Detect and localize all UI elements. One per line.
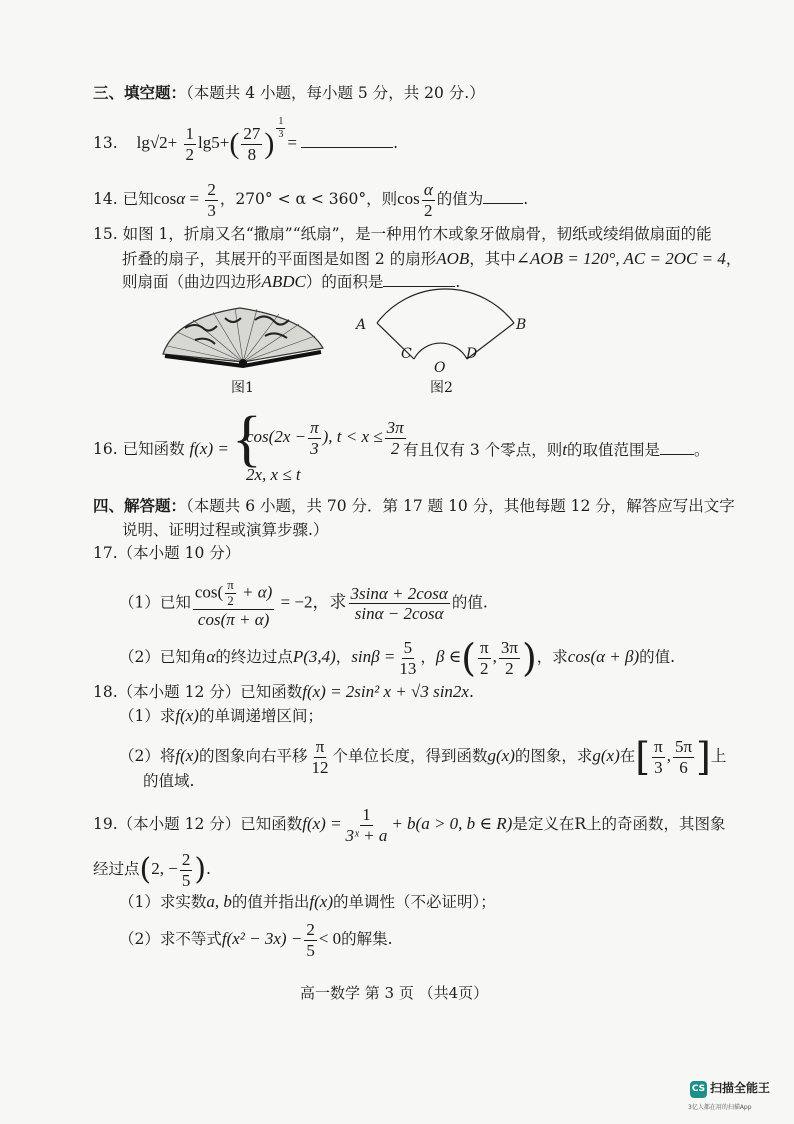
question-18-title: 18.（本小题 12 分）已知函数f(x) = 2sin² x + √3 sin2x. [93,682,474,701]
answer-blank-14[interactable] [483,189,523,205]
fraction-one-half: $\frac{1}{2}$ [185,124,195,164]
question-17-part-1: （1）已知 cos( $\frac{\pi}{2}$ + α) cos(π + α) = −2，求 $\frac{3\sin\alpha + 2\cos\alpha}{\sin\alpha - 2\cos\alpha}$ 的值. [119,577,488,629]
question-13: 13. lg√2+ $\frac{1}{2}$ lg5+( $\frac{27}{8}$ ) $\frac{1}{3}$ = . [93,116,399,164]
answer-blank-16[interactable] [660,440,694,456]
question-19-part-2: （2）求不等式f(x² − 3x) − $\frac{2}{5}$ < 0的解集. [119,920,393,960]
question-19-part-1: （1）求实数a, b的值并指出f(x)的单调性（不必证明）； [119,892,496,911]
section-4-heading: 四、解答题：（本题共 6 小题，共 70 分．第 17 题 10 分，其他每题 12 分，解答应写出文字 [93,497,735,515]
question-17-part-2: （2）已知角α的终边过点P(3,4)，sinβ = $\frac{5}{13}$ ，β ∈( $\frac{\pi}{2}$ , $\frac{3\pi}{2}$ )，求cos(α + β)的值. [119,636,676,681]
watermark-name: 扫描全能王 [710,1081,771,1095]
question-19-title: 19.（本小题 12 分）已知函数f(x) = $\frac{1}{\text{3ˣ + a}}$ + b(a > 0, b ∈ R)是定义在R上的奇函数，其图象 [93,805,726,845]
fraction-sin-cos: $\frac{3\sin\alpha + 2\cos\alpha}{\sin\alpha - 2\cos\alpha}$ [350,583,448,624]
point-c-label: C [401,346,412,362]
section-4-desc-2: 说明、证明过程或演算步骤.） [122,521,329,539]
question-14: 14. 已知cosα = $\frac{2}{3}$ ，270° < α < 360°，则cos $\frac{\alpha}{2}$ 的值为 . [93,180,529,220]
answer-blank-13[interactable] [301,132,393,148]
fraction-27-8: $\frac{27}{8}$ [243,124,261,164]
exponent-one-third: $\frac{1}{3}$ [278,116,284,140]
question-15-line-1: 15. 如图 1，折扇又名“撒扇”“纸扇”，是一种用竹木或象牙做扇骨，韧纸或绫绢做扇面的能 [93,225,712,243]
point-b-label: B [516,317,527,333]
question-18-part-1: （1）求f(x)的单调递增区间； [119,706,323,725]
question-19-line-2: 经过点(2, − $\frac{2}{5}$ ). [93,850,211,890]
piecewise-case-1: cos(2x − $\frac{\pi}{3}$ ), t < x ≤ $\frac{3\pi}{2}$ [246,418,404,458]
question-17-title: 17.（本小题 10 分） [93,544,241,562]
camscanner-logo-icon: CS [690,1081,707,1098]
fraction-cos-ratio: cos( $\frac{\pi}{2}$ + α) cos(π + α) [194,577,273,629]
piecewise-case-2: 2x, x ≤ t [246,465,301,484]
folding-fan-figure [155,296,330,371]
fraction-two-thirds: $\frac{2}{3}$ [207,180,216,220]
question-15-line-3: 则扇面（曲边四边形ABDC）的面积是 . [122,272,461,291]
section-3-heading: 三、填空题：（本题共 4 小题，每小题 5 分，共 20 分.） [93,84,485,102]
fraction-alpha-half: $\frac{\alpha}{2}$ [423,180,433,220]
point-o-label: O [434,360,446,376]
point-a-label: A [356,317,367,333]
question-16-tail: 有且仅有 3 个零点，则t的取值范围是 。 [403,440,710,459]
page-footer: 高一数学 第 3 页 （共4页） [300,984,489,1002]
answer-blank-15[interactable] [383,272,455,288]
question-18-part-2-tail: 的值域. [143,772,195,790]
piecewise-brace: { [232,405,262,473]
question-15-line-2: 折叠的扇子，其展开的平面图是如图 2 的扇形AOB，其中∠AOB = 120°, AC = 2OC = 4， [122,249,742,268]
point-d-label: D [466,346,478,362]
figure-1-caption: 图1 [231,380,254,396]
question-16-label: 16. 已知函数 f(x) = [93,439,229,458]
figure-2-caption: 图2 [430,380,453,396]
watermark-subtitle: 3亿人都在用的扫描App [688,1104,752,1111]
question-18-part-2: （2）将f(x)的图象向右平移 $\frac{\pi}{12}$ 个单位长度，得到函数g(x)的图象，求g(x)在[ $\frac{\pi}{3}$ , $\frac{5\pi}{6}$ ]上 [119,735,727,780]
